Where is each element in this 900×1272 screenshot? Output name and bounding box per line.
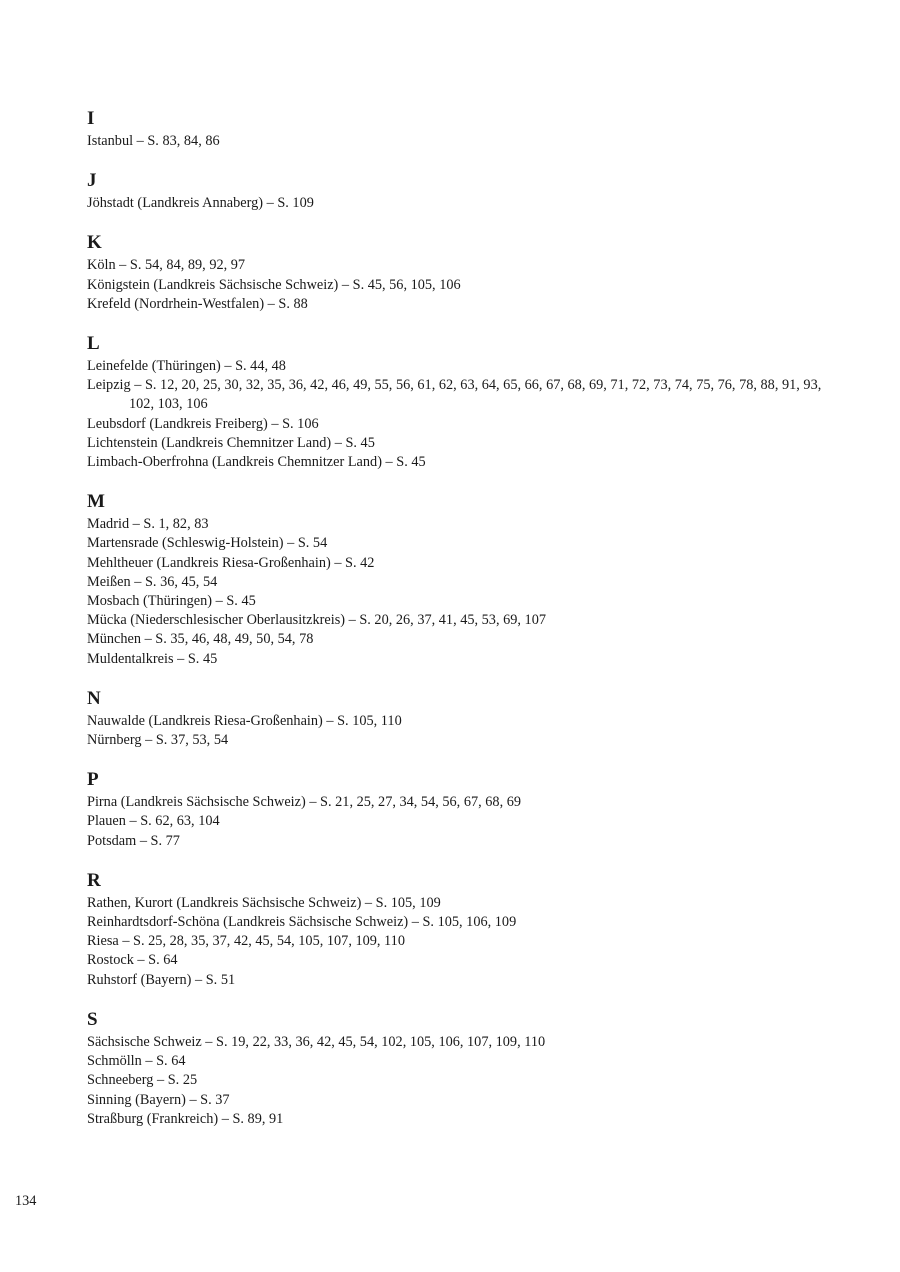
index-entry: Madrid – S. 1, 82, 83 bbox=[87, 516, 209, 533]
index-section-s bbox=[87, 1009, 847, 1129]
section-letter: K bbox=[87, 232, 102, 254]
index-entry: Riesa – S. 25, 28, 35, 37, 42, 45, 54, 105, 107, 109, 110 bbox=[87, 933, 405, 950]
section-letter: N bbox=[87, 687, 101, 709]
index-entry: Jöhstadt (Landkreis Annaberg) – S. 109 bbox=[87, 195, 314, 212]
index-entry: Leubsdorf (Landkreis Freiberg) – S. 106 bbox=[87, 415, 319, 432]
section-letter: M bbox=[87, 491, 105, 513]
index-entry: Mehltheuer (Landkreis Riesa-Großenhain) – S. 42 bbox=[87, 554, 375, 571]
index-section-n bbox=[87, 688, 847, 750]
index-entry: Mücka (Niederschlesischer Oberlausitzkreis) – S. 20, 26, 37, 41, 45, 53, 69, 107 bbox=[87, 612, 546, 629]
index-section-j bbox=[87, 170, 847, 213]
index-entry: Lichtenstein (Landkreis Chemnitzer Land) – S. 45 bbox=[87, 434, 375, 451]
index-entry: Pirna (Landkreis Sächsische Schweiz) – S. 21, 25, 27, 34, 54, 56, 67, 68, 69 bbox=[87, 794, 522, 811]
index-section-i bbox=[87, 108, 847, 151]
index-entry: Reinhardtsdorf-Schöna (Landkreis Sächsische Schweiz) – S. 105, 106, 109 bbox=[87, 914, 517, 931]
index-entry: München – S. 35, 46, 48, 49, 50, 54, 78 bbox=[87, 631, 314, 648]
index-entry: Muldentalkreis – S. 45 bbox=[87, 650, 218, 667]
index-entry: Straßburg (Frankreich) – S. 89, 91 bbox=[87, 1110, 284, 1127]
index-entry: Königstein (Landkreis Sächsische Schweiz) – S. 45, 56, 105, 106 bbox=[87, 276, 461, 293]
index-entry: Schneeberg – S. 25 bbox=[87, 1072, 198, 1089]
section-letter: L bbox=[87, 333, 100, 355]
index-entry: Rostock – S. 64 bbox=[87, 952, 178, 969]
index-entry: Nürnberg – S. 37, 53, 54 bbox=[87, 732, 229, 749]
place-index bbox=[87, 108, 847, 1148]
index-entry: Schmölln – S. 64 bbox=[87, 1053, 186, 1070]
index-section-m bbox=[87, 491, 847, 669]
index-section-l bbox=[87, 333, 847, 472]
index-entry: Plauen – S. 62, 63, 104 bbox=[87, 813, 220, 830]
index-entry: Sächsische Schweiz – S. 19, 22, 33, 36, 42, 45, 54, 102, 105, 106, 107, 109, 110 bbox=[87, 1033, 546, 1050]
index-entry: Sinning (Bayern) – S. 37 bbox=[87, 1091, 230, 1108]
section-letter: P bbox=[87, 769, 99, 791]
index-entry: Istanbul – S. 83, 84, 86 bbox=[87, 133, 220, 149]
index-entry: Krefeld (Nordrhein-Westfalen) – S. 88 bbox=[87, 295, 308, 312]
index-entry: Martensrade (Schleswig-Holstein) – S. 54 bbox=[87, 535, 328, 552]
page-number: 134 bbox=[15, 1193, 37, 1209]
section-letter: I bbox=[87, 108, 95, 129]
index-section-r bbox=[87, 870, 847, 990]
index-entry: Potsdam – S. 77 bbox=[87, 832, 180, 849]
index-entry: Meißen – S. 36, 45, 54 bbox=[87, 573, 218, 590]
index-entry: Leinefelde (Thüringen) – S. 44, 48 bbox=[87, 358, 286, 375]
section-letter: R bbox=[87, 869, 101, 891]
section-letter: S bbox=[87, 1008, 98, 1030]
index-section-p bbox=[87, 769, 847, 851]
section-letter: J bbox=[87, 170, 97, 192]
index-entry: Mosbach (Thüringen) – S. 45 bbox=[87, 593, 256, 610]
index-entry: Ruhstorf (Bayern) – S. 51 bbox=[87, 971, 236, 988]
index-entry: Köln – S. 54, 84, 89, 92, 97 bbox=[87, 257, 246, 274]
index-section-k bbox=[87, 232, 847, 314]
index-entry: Nauwalde (Landkreis Riesa-Großenhain) – S. 105, 110 bbox=[87, 712, 402, 729]
index-entry: Rathen, Kurort (Landkreis Sächsische Schweiz) – S. 105, 109 bbox=[87, 894, 441, 911]
index-entry: Leipzig – S. 12, 20, 25, 30, 32, 35, 36, 42, 46, 49, 55, 56, 61, 62, 63, 64, 65, 66, 67, 68, 69, 71, 72, 73, 74, 75, 76, 78, 88, 91, 93, 102, 103, 106 bbox=[87, 377, 822, 413]
index-entry: Limbach-Oberfrohna (Landkreis Chemnitzer Land) – S. 45 bbox=[87, 454, 426, 471]
